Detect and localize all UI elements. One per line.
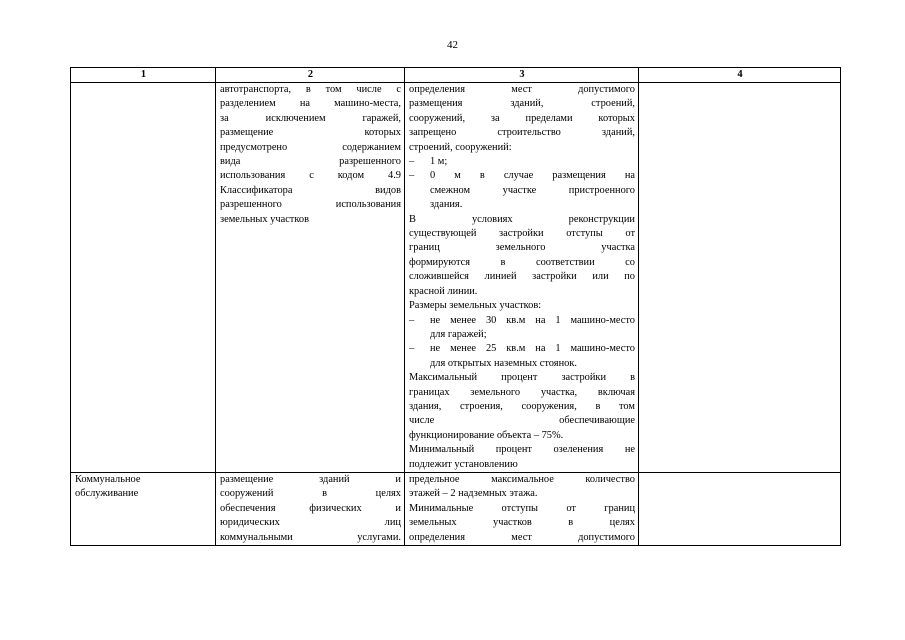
column-header-1: 1 (71, 68, 216, 83)
paragraph (409, 299, 635, 313)
text-line: формируются в соответствии со (409, 256, 635, 268)
row2-col3-cell (405, 472, 639, 545)
text-line: земельных участков (220, 213, 309, 225)
paragraph (409, 473, 635, 502)
text-line: смежном участке пристроенного (430, 184, 635, 196)
dash-list-item (409, 169, 635, 212)
text-line: определения мест допустимого (409, 84, 635, 95)
row1-col4-cell (639, 83, 841, 473)
text-line: разделением на машино-места, (220, 98, 401, 110)
row2-col4-cell (639, 472, 841, 545)
text-line: размещения зданий, строений, (409, 98, 635, 110)
text-line: для открытых наземных стоянок. (430, 357, 577, 369)
text-line: размещение которых (220, 127, 401, 139)
text-line: обслуживание (75, 488, 139, 500)
text-line: существующей застройки отступы от (409, 228, 635, 240)
dash-item-text (430, 169, 635, 212)
paragraph (409, 213, 635, 299)
text-line: вида разрешенного (220, 156, 401, 168)
text-line: здания, строения, сооружения, в том (409, 400, 635, 412)
text-line: для гаражей; (430, 328, 487, 340)
regulations-table (70, 67, 841, 546)
dash-item-text (430, 314, 635, 343)
dash-list-item (409, 342, 635, 371)
paragraph (409, 371, 635, 443)
text-line: Классификатора видов (220, 184, 401, 196)
dash-marker: – (409, 170, 415, 182)
row1-col3-cell (405, 83, 639, 473)
text-line: сооружений, за пределами которых (409, 112, 635, 124)
row2-col1-cell (71, 472, 216, 545)
dash-marker: – (409, 314, 415, 326)
text-line: юридических лиц (220, 517, 401, 529)
table-row (71, 83, 841, 473)
dash-marker: – (409, 156, 415, 168)
text-line: предельное максимальное количество (409, 473, 635, 485)
text-line: запрещено строительство зданий, (409, 127, 635, 139)
text-line: автотранспорта, в том числе с (220, 84, 401, 95)
text-line: за исключением гаражей, (220, 112, 401, 124)
text-line: коммунальными услугами. (220, 531, 401, 543)
row1-col1-cell (71, 83, 216, 473)
column-header-4: 4 (639, 68, 841, 83)
text-line: красной линии. (409, 285, 478, 297)
paragraph (409, 502, 635, 545)
column-header-3: 3 (405, 68, 639, 83)
text-line: числе обеспечивающие (409, 415, 635, 427)
paragraph (409, 83, 635, 155)
text-line: сложившейся линией застройки или по (409, 271, 635, 283)
text-line: В условиях реконструкции (409, 213, 635, 225)
text-line: 1 м; (430, 156, 448, 168)
text-line: 0 м в случае размещения на (430, 170, 635, 182)
text-line: не менее 25 кв.м на 1 машино-место (430, 343, 635, 355)
page-number: 42 (447, 39, 458, 51)
dash-list-item (409, 314, 635, 343)
table-row (71, 472, 841, 545)
text-line: здания. (430, 199, 463, 211)
dash-list-item (409, 155, 635, 169)
table-header-row (71, 68, 841, 83)
text-line: строений, сооружений: (409, 141, 512, 153)
text-line: Минимальный процент озеленения не (409, 444, 635, 456)
dash-item-text (430, 342, 635, 371)
text-line: Максимальный процент застройки в (409, 372, 635, 384)
row1-col2-cell (216, 83, 405, 473)
text-line: земельных участков в целях (409, 517, 635, 529)
text-line: Минимальные отступы от границ (409, 502, 635, 514)
paragraph (409, 443, 635, 472)
text-line: этажей – 2 надземных этажа. (409, 488, 538, 500)
text-line: подлежит установлению (409, 458, 518, 470)
text-line: не менее 30 кв.м на 1 машино-место (430, 314, 635, 326)
text-line: обеспечения физических и (220, 502, 401, 514)
text-line: функционирование объекта – 75%. (409, 429, 564, 441)
text-line: границах земельного участка, включая (409, 386, 635, 398)
text-line: разрешенного использования (220, 199, 401, 211)
text-line: Размеры земельных участков: (409, 300, 542, 312)
dash-item-text (430, 155, 635, 169)
column-header-2: 2 (216, 68, 405, 83)
text-line: предусмотрено содержанием (220, 141, 401, 153)
text-line: использования с кодом 4.9 (220, 170, 401, 182)
text-line: определения мест допустимого (409, 531, 635, 543)
text-line: Коммунальное (75, 473, 141, 485)
row2-col2-cell (216, 472, 405, 545)
text-line: границ земельного участка (409, 242, 635, 254)
text-line: размещение зданий и (220, 473, 401, 485)
dash-marker: – (409, 343, 415, 355)
text-line: сооружений в целях (220, 488, 401, 500)
